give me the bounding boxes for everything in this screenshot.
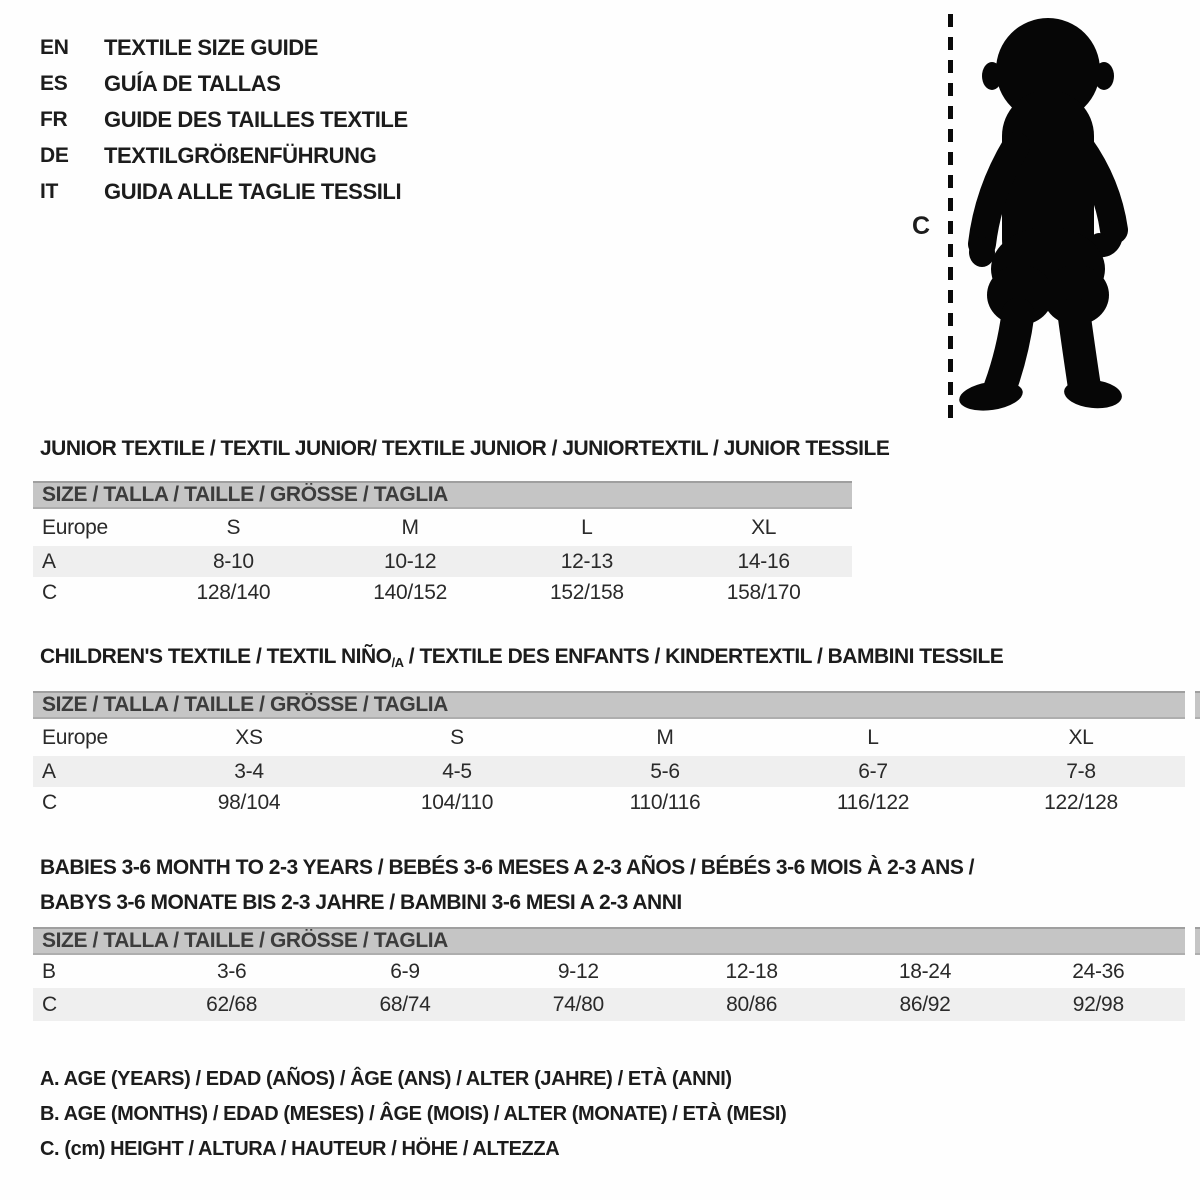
height-measure-dashed-line [948,14,953,418]
column-header: S [226,515,241,539]
table-edge-sliver [1195,927,1200,955]
children-size-table [33,691,1185,818]
table-cell: 98/104 [217,790,281,814]
guide-title: GUIDA ALLE TAGLIE TESSILI [104,179,402,204]
babies-section-heading [40,850,974,920]
table-cell: 6-7 [858,759,888,783]
table-cell: 12-13 [560,549,613,573]
table-cell: 68/74 [379,992,431,1016]
children-section-heading [40,645,1003,670]
row-label: C [42,580,57,604]
language-code: DE [40,144,69,167]
babies-height-row [33,988,1185,1021]
children-heading-main: CHILDREN'S TEXTILE / TEXTIL NIÑO [40,645,392,668]
table-cell: 140/152 [373,580,448,604]
table-cell: 104/110 [420,790,494,814]
column-header: XL [1068,725,1094,749]
children-column-header-row [33,719,1185,756]
language-code: FR [40,108,68,131]
language-code: ES [40,72,68,95]
size-header-bar: SIZE / TALLA / TAILLE / GRÖSSE / TAGLIA [33,691,1185,719]
table-cell: 62/68 [206,992,258,1016]
table-cell: 24-36 [1072,959,1125,983]
junior-height-row [33,577,852,608]
row-label: C [42,992,57,1016]
region-label: Europe [42,515,108,539]
children-heading-subscript: /A [391,655,404,670]
language-title-list [40,30,408,210]
language-code: EN [40,36,69,59]
table-cell: 110/116 [629,790,701,814]
size-header-bar: SIZE / TALLA / TAILLE / GRÖSSE / TAGLIA [33,927,1185,955]
junior-column-header-row [33,509,852,546]
footnote-age-months: B. AGE (MONTHS) / EDAD (MESES) / ÂGE (MOIS) / ALTER (MONATE) / ETÀ (MESI) [40,1103,787,1125]
table-cell: 10-12 [384,549,437,573]
footnote-legend [40,1068,786,1173]
junior-section-heading: JUNIOR TEXTILE / TEXTIL JUNIOR/ TEXTILE JUNIOR / JUNIORTEXTIL / JUNIOR TESSILE [40,437,890,460]
language-row-fr [40,102,408,138]
footnote-age-years: A. AGE (YEARS) / EDAD (AÑOS) / ÂGE (ANS) / ALTER (JAHRE) / ETÀ (ANNI) [40,1068,732,1090]
babies-size-table [33,927,1185,1021]
table-cell: 3-6 [216,959,247,983]
column-header: M [401,515,419,539]
column-header: XL [751,515,777,539]
size-header-bar: SIZE / TALLA / TAILLE / GRÖSSE / TAGLIA [33,481,852,509]
table-cell: 5-6 [650,759,680,783]
column-header: XS [235,725,263,749]
language-row-es [40,66,408,102]
language-row-it [40,174,408,210]
table-cell: 152/158 [549,580,624,604]
table-cell: 14-16 [737,549,790,573]
table-cell: 116/122 [836,790,910,814]
language-code: IT [40,180,59,203]
junior-size-table [33,481,852,608]
table-cell: 122/128 [1044,790,1118,814]
guide-title: GUIDE DES TAILLES TEXTILE [104,107,408,132]
table-cell: 128/140 [196,580,271,604]
row-label: A [42,759,56,783]
table-cell: 86/92 [899,992,951,1016]
guide-title: GUÍA DE TALLAS [104,71,281,96]
language-row-en [40,30,408,66]
table-cell: 158/170 [726,580,801,604]
region-label: Europe [42,725,108,749]
children-age-row [33,756,1185,787]
table-cell: 6-9 [390,959,420,983]
table-edge-sliver [1195,691,1200,719]
column-header: M [656,725,674,749]
table-cell: 18-24 [898,959,952,983]
footnote-height-cm: C. (cm) HEIGHT / ALTURA / HAUTEUR / HÖHE / ALTEZZA [40,1138,560,1160]
height-measure-label: C [912,212,931,240]
language-row-de [40,138,408,174]
row-label: A [42,549,56,573]
babies-heading-line1: BABIES 3-6 MONTH TO 2-3 YEARS / BEBÉS 3-6 MESES A 2-3 AÑOS / BÉBÉS 3-6 MOIS À 2-3 ANS / [40,856,975,879]
column-header: L [581,515,593,539]
table-cell: 92/98 [1072,992,1124,1016]
children-heading-rest: / TEXTILE DES ENFANTS / KINDERTEXTIL / BAMBINI TESSILE [403,645,1004,668]
table-cell: 12-18 [725,959,778,983]
babies-age-row [33,955,1185,988]
table-cell: 7-8 [1066,759,1096,783]
row-label: C [42,790,57,814]
table-cell: 3-4 [234,759,264,783]
guide-title: TEXTILE SIZE GUIDE [104,35,319,60]
table-cell: 74/80 [552,992,604,1016]
junior-age-row [33,546,852,577]
table-cell: 8-10 [212,549,254,573]
baby-silhouette-icon [958,14,1142,416]
children-height-row [33,787,1185,818]
column-header: S [450,725,464,749]
row-label: B [42,959,56,983]
table-cell: 80/86 [726,992,778,1016]
table-cell: 4-5 [442,759,472,783]
guide-title: TEXTILGRÖßENFÜHRUNG [104,143,377,168]
babies-heading-line2: BABYS 3-6 MONATE BIS 2-3 JAHRE / BAMBINI 3-6 MESI A 2-3 ANNI [40,891,682,914]
column-header: L [867,725,879,749]
table-cell: 9-12 [557,959,599,983]
